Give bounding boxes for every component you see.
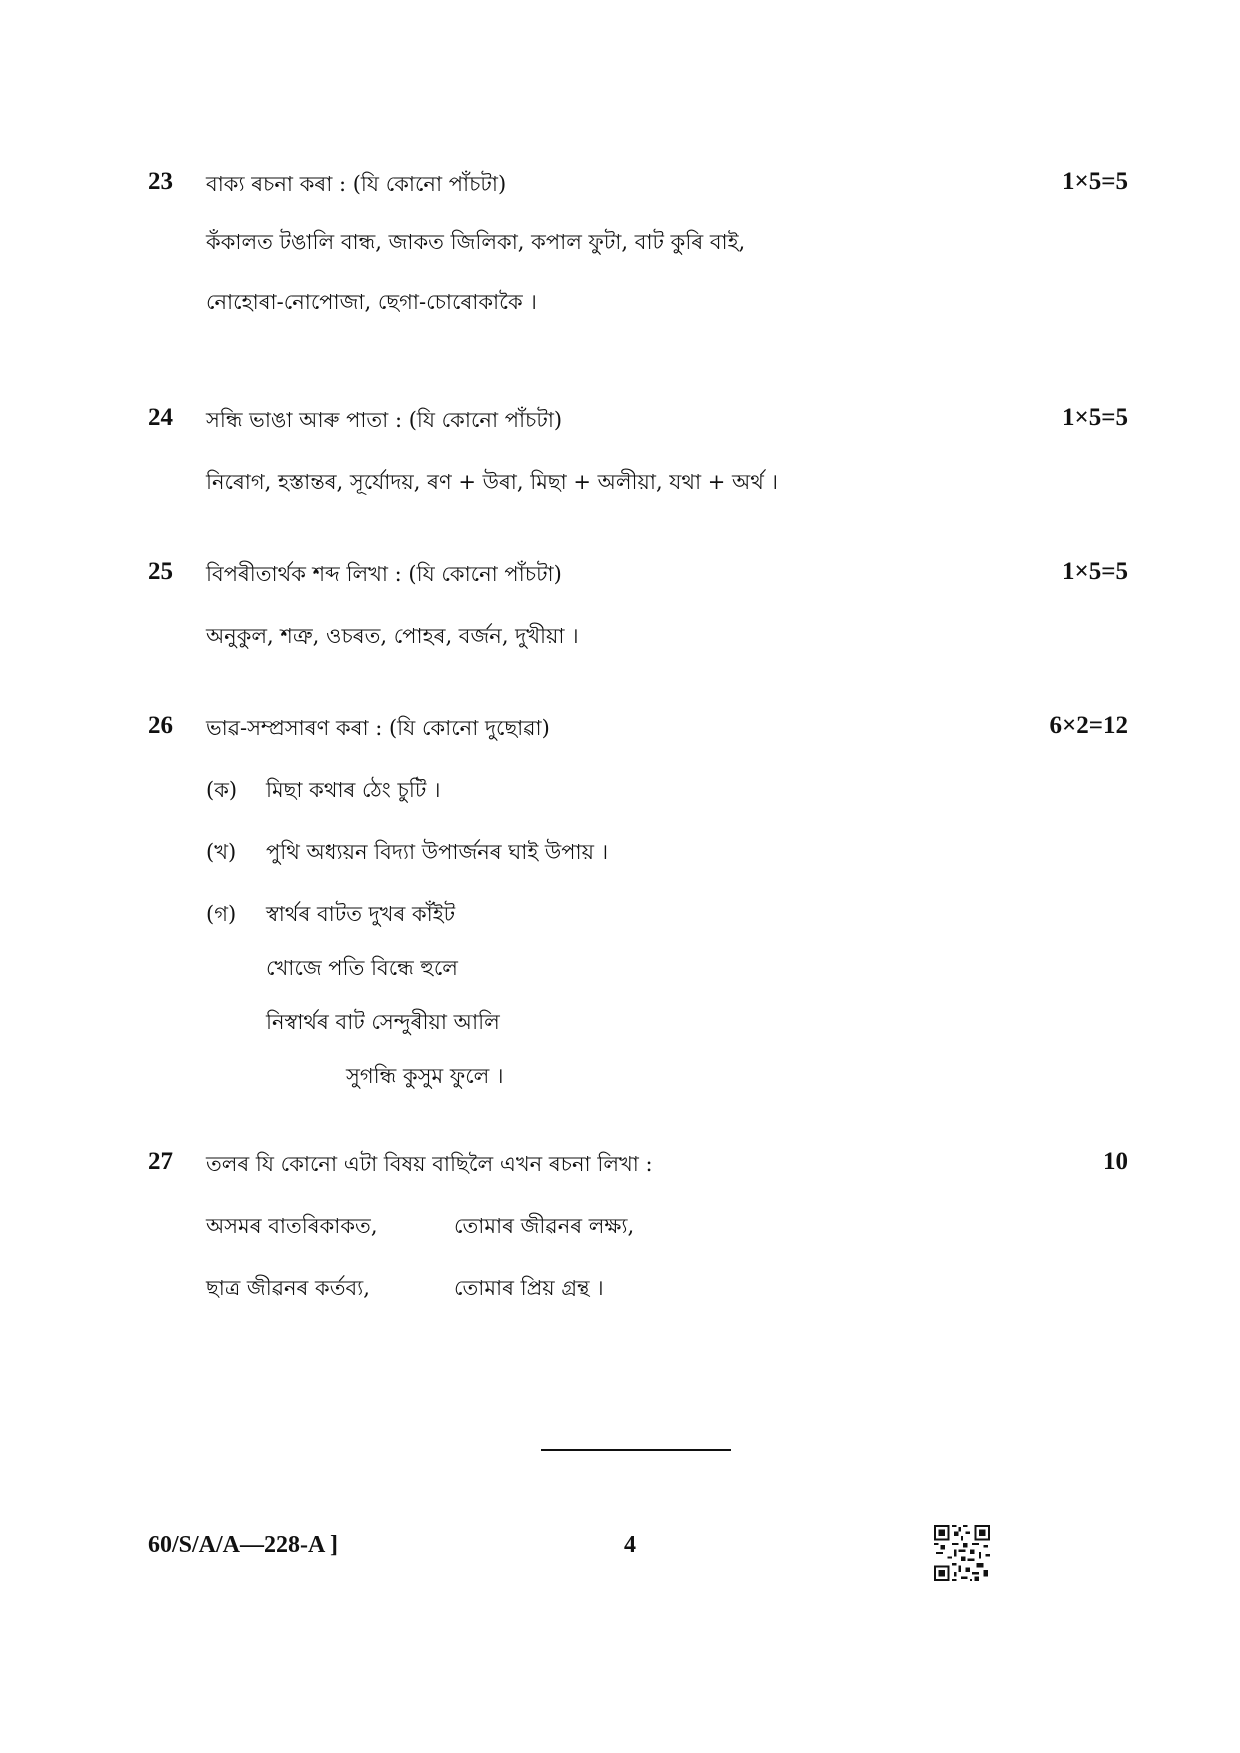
question-text: ভাৱ-সম্প্ৰসাৰণ কৰা : (যি কোনো দুছোৱা) (206, 716, 550, 740)
essay-topic: তোমাৰ প্ৰিয় গ্ৰন্থ । (454, 1276, 604, 1300)
sub-question-label: (গ) (206, 902, 237, 926)
question-24 (148, 404, 1128, 494)
question-marks: 1×5=5 (1062, 168, 1128, 195)
question-text: বিপৰীতাৰ্থক শব্দ লিখা : (যি কোনো পাঁচটা) (206, 562, 562, 586)
question-marks: 1×5=5 (1062, 558, 1128, 585)
page-number: 4 (624, 1532, 636, 1558)
qr-code-icon (934, 1525, 990, 1581)
poem-line: সুগন্ধি কুসুম ফুলে । (346, 1064, 504, 1088)
question-number: 27 (148, 1148, 173, 1175)
question-25 (148, 558, 1128, 648)
question-number: 25 (148, 558, 173, 585)
question-marks: 10 (1103, 1148, 1128, 1175)
poem-line: নিস্বাৰ্থৰ বাট সেন্দুৰীয়া আলি (266, 1010, 500, 1034)
question-23 (148, 168, 1128, 314)
question-text: সন্ধি ভাঙা আৰু পাতা : (যি কোনো পাঁচটা) (206, 408, 563, 432)
essay-topic: অসমৰ বাতৰিকাকত, (206, 1214, 378, 1238)
question-number: 24 (148, 404, 173, 431)
question-line: নোহোৰা-নোপোজা, ছেগা-চোৰোকাকৈ । (206, 290, 537, 314)
sub-question-text: পুথি অধ্যয়ন বিদ্যা উপাৰ্জনৰ ঘাই উপায় । (266, 840, 609, 864)
question-27 (148, 1148, 1128, 1300)
sub-question-text: স্বাৰ্থৰ বাটত দুখৰ কাঁইট (266, 902, 456, 926)
question-number: 23 (148, 168, 173, 195)
essay-topic: তোমাৰ জীৱনৰ লক্ষ্য, (454, 1214, 635, 1238)
sub-question (206, 774, 440, 809)
question-26 (148, 712, 1128, 1088)
question-line: নিৰোগ, হস্তান্তৰ, সূৰ্যোদয়, ৰণ + উৰা, মিছা + অলীয়া, যথা + অৰ্থ । (206, 470, 779, 494)
sub-question (206, 836, 608, 871)
question-line: কঁকালত টঙালি বান্ধ, জাকত জিলিকা, কপাল ফুটা, বাট কুৰি বাই, (206, 230, 746, 254)
question-text: তলৰ যি কোনো এটা বিষয় বাছিলৈ এখন ৰচনা লিখা : (206, 1152, 653, 1176)
paper-code: 60/S/A/A—228-A ] (148, 1532, 339, 1558)
sub-question (206, 898, 455, 933)
sub-question-label: (ক) (206, 778, 238, 802)
question-number: 26 (148, 712, 173, 739)
question-text: বাক্য ৰচনা কৰা : (যি কোনো পাঁচটা) (206, 172, 507, 196)
essay-topic: ছাত্ৰ জীৱনৰ কৰ্তব্য, (206, 1276, 370, 1300)
question-line: অনুকুল, শত্ৰু, ওচৰত, পোহৰ, বৰ্জন, দুখীয়া । (206, 624, 579, 648)
question-marks: 6×2=12 (1049, 712, 1128, 739)
poem-line: খোজে পতি বিন্ধে হুলে (266, 956, 458, 980)
sub-question-label: (খ) (206, 840, 237, 864)
sub-question-text: মিছা কথাৰ ঠেং চুটি । (266, 778, 441, 802)
question-marks: 1×5=5 (1062, 404, 1128, 431)
end-rule (541, 1449, 731, 1451)
